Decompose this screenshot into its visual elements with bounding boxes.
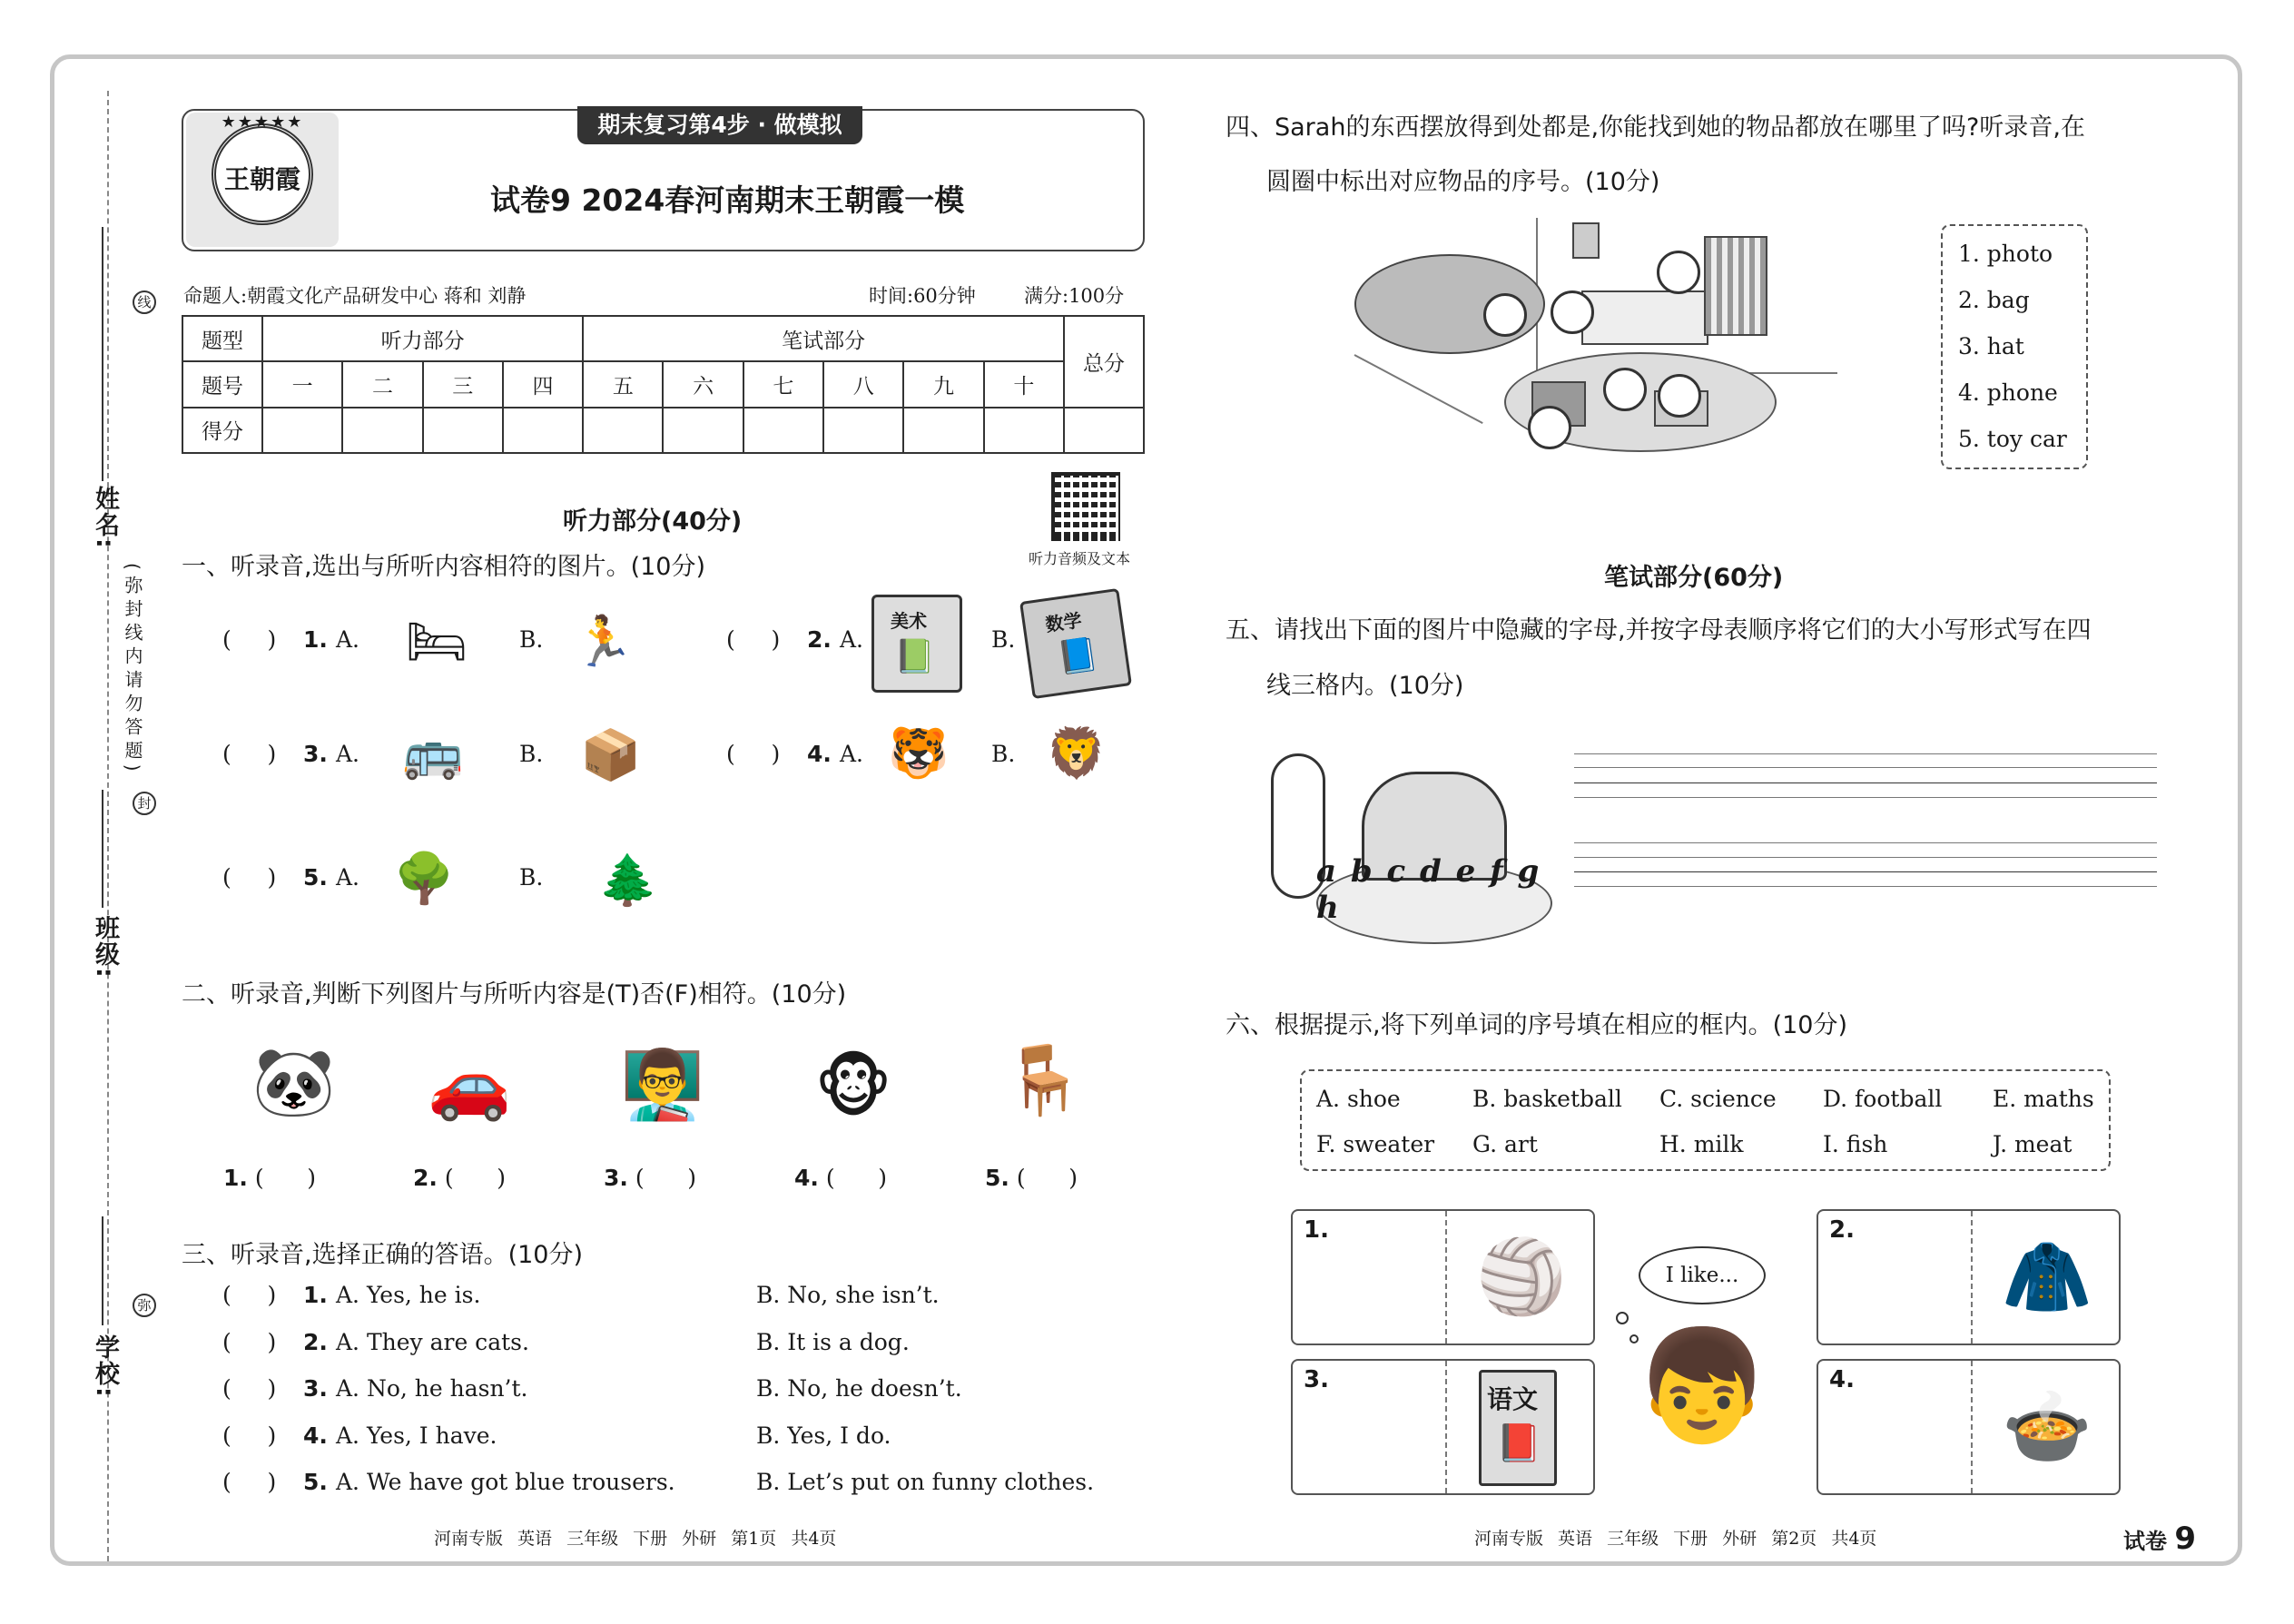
school-label: 学校: (91, 1334, 119, 1399)
bed-icon: 🛏 (405, 613, 468, 670)
score-cell[interactable] (342, 408, 422, 453)
item-number: 1. (303, 1282, 328, 1308)
s4-option: 1. photo (1958, 241, 2053, 267)
answer-paren[interactable]: ( ) (222, 1329, 277, 1355)
full-score: 满分:100分 (1024, 285, 1125, 307)
score-cell[interactable] (583, 408, 663, 453)
option-b: B. No, he doesn’t. (756, 1375, 962, 1402)
item-number: 4. (303, 1422, 328, 1449)
paper-label (2123, 1521, 2196, 1557)
card-number: 3. (1304, 1366, 1329, 1393)
tiger-icon: 🐯 (888, 724, 950, 782)
word-option: H. milk (1659, 1131, 1744, 1157)
word-option: A. shoe (1316, 1086, 1401, 1112)
answer-paren[interactable]: ( ) (726, 626, 781, 653)
option-a-label: A. (336, 741, 360, 767)
class-label: 班级: (91, 915, 119, 979)
panda-pingpong-icon: 🐼 (251, 1043, 337, 1121)
lion-icon: 🦁 (1046, 724, 1108, 782)
word-option: B. basketball (1472, 1086, 1622, 1112)
monkey-icon: 🐵 (814, 1048, 892, 1127)
food-bowl-icon: 🍲 (2002, 1384, 2092, 1469)
seal-circle-seal: 封 (133, 792, 156, 815)
answer-card-3[interactable] (1291, 1359, 1595, 1495)
item-number: 2. (807, 626, 832, 653)
option-a-label: A. (840, 626, 864, 653)
option-b-label: B. (519, 626, 544, 653)
answer-paren[interactable]: ( ) (222, 1375, 277, 1402)
answer-paren[interactable]: ( ) (222, 864, 277, 891)
bus-icon: 🚌 (402, 724, 464, 782)
tf-item[interactable]: 5. ( ) (985, 1165, 1078, 1191)
item-number: 1. (223, 1165, 248, 1191)
num-cell: 三 (423, 361, 503, 407)
step-banner: 期末复习第4步 · 做模拟 (577, 106, 862, 144)
seal-warning: (弥封线内请勿答题) (122, 563, 143, 777)
s5-title-line1: 五、请找出下面的图片中隐藏的字母,并按字母表顺序将它们的大小写形式写在四 (1226, 616, 2092, 645)
num-cell: 六 (663, 361, 743, 407)
s4-option: 4. phone (1958, 379, 2058, 406)
answer-card-4[interactable] (1816, 1359, 2121, 1495)
answer-circle[interactable] (1528, 406, 1571, 449)
num-cell: 七 (743, 361, 823, 407)
score-cell[interactable] (663, 408, 743, 453)
score-cell[interactable] (503, 408, 583, 453)
s6-title: 六、根据提示,将下列单词的序号填在相应的框内。(10分) (1226, 1011, 1848, 1039)
option-b-label: B. (519, 741, 544, 767)
word-option: G. art (1472, 1131, 1538, 1157)
answer-circle[interactable] (1603, 368, 1647, 411)
s4-option: 5. toy car (1958, 426, 2067, 452)
answer-circle[interactable] (1483, 293, 1527, 337)
total-header: 总分 (1064, 316, 1144, 408)
item-number: 5. (303, 1469, 328, 1495)
score-cell[interactable] (1064, 408, 1144, 453)
car-icon: 🚗 (428, 1045, 512, 1124)
skipping-icon: 🏃 (573, 613, 635, 670)
item-number: 1. (303, 626, 328, 653)
answer-card-2[interactable] (1816, 1209, 2121, 1345)
class-field[interactable] (102, 790, 103, 908)
speech-bubble: I like... (1639, 1246, 1766, 1304)
num-cell: 九 (903, 361, 983, 407)
option-b: B. Let’s put on funny clothes. (756, 1469, 1095, 1495)
num-cell: 十 (984, 361, 1064, 407)
score-cell[interactable] (423, 408, 503, 453)
writing-header: 笔试部分 (583, 316, 1064, 361)
tf-item[interactable]: 3. ( ) (604, 1165, 697, 1191)
option-b: B. No, she isn’t. (756, 1282, 940, 1308)
hidden-letters-picture (1262, 717, 1552, 953)
option-a: A. We have got blue trousers. (336, 1469, 675, 1495)
option-b: B. Yes, I do. (756, 1422, 891, 1449)
score-table (182, 315, 1145, 454)
four-line-writing-area[interactable] (1574, 744, 2157, 899)
item-number: 2. (303, 1329, 328, 1355)
answer-paren[interactable]: ( ) (726, 741, 781, 767)
option-b-label: B. (991, 626, 1016, 653)
s4-option: 2. bag (1958, 287, 2030, 313)
score-cell[interactable] (823, 408, 903, 453)
chair-hat-icon: 🪑 (1001, 1040, 1087, 1119)
card-number: 1. (1304, 1216, 1329, 1244)
time-limit: 时间:60分钟 (869, 285, 976, 307)
card-number: 4. (1829, 1366, 1855, 1393)
maths-book-glyph: 📘 (1055, 635, 1101, 678)
teacher-class-icon: 👨‍🏫 (620, 1045, 705, 1124)
type-label: 题型 (182, 316, 262, 361)
word-option: I. fish (1823, 1131, 1888, 1157)
qr-code[interactable] (1051, 472, 1120, 541)
option-b-label: B. (519, 864, 544, 891)
s2-title: 二、听录音,判断下列图片与所听内容是(T)否(F)相符。(10分) (182, 980, 847, 1009)
answer-circle[interactable] (1658, 374, 1701, 418)
author-line: 命题人:朝霞文化产品研发中心 蒋和 刘静 (183, 285, 527, 307)
score-cell[interactable] (743, 408, 823, 453)
item-number: 3. (604, 1165, 628, 1191)
logo-text: 王朝霞 (223, 164, 300, 194)
tf-item[interactable]: 2. ( ) (413, 1165, 507, 1191)
volleyball-icon: 🏐 (1476, 1235, 1567, 1319)
num-cell: 八 (823, 361, 903, 407)
school-field[interactable] (102, 1216, 103, 1325)
num-cell: 一 (262, 361, 342, 407)
listening-header: 听力部分 (262, 316, 583, 361)
card-number: 2. (1829, 1216, 1855, 1244)
answer-paren[interactable]: ( ) (222, 1469, 277, 1495)
s4-title-line2: 圆圈中标出对应物品的序号。(10分) (1266, 168, 1660, 196)
willow-tree-icon: 🌳 (393, 849, 456, 907)
score-cell[interactable] (262, 408, 342, 453)
maths-book-label: 数学 (1044, 608, 1084, 636)
option-a: A. Yes, I have. (336, 1422, 497, 1449)
chinese-book-glyph: 📕 (1496, 1422, 1541, 1464)
paper-number: 9 (2174, 1521, 2197, 1557)
score-cell[interactable] (984, 408, 1064, 453)
option-a: A. No, he hasn’t. (336, 1375, 528, 1402)
num-cell: 五 (583, 361, 663, 407)
art-book-glyph: 📗 (894, 638, 935, 675)
option-b: B. It is a dog. (756, 1329, 910, 1355)
art-book-icon (871, 595, 962, 693)
answer-paren[interactable]: ( ) (222, 1282, 277, 1308)
item-number: 4. (807, 741, 832, 767)
word-option: C. science (1659, 1086, 1777, 1112)
s3-title: 三、听录音,选择正确的答语。(10分) (182, 1241, 584, 1269)
word-option: J. meat (1993, 1131, 2072, 1157)
boy-icon: 👦 (1634, 1323, 1770, 1450)
name-field[interactable] (102, 227, 103, 481)
num-label: 题号 (182, 361, 262, 407)
name-label: 姓名: (91, 486, 119, 550)
item-number: 3. (303, 741, 328, 767)
word-option: F. sweater (1316, 1131, 1435, 1157)
item-number: 2. (413, 1165, 438, 1191)
answer-paren[interactable]: ( ) (222, 1422, 277, 1449)
maths-book-icon (1019, 588, 1132, 699)
option-a-label: A. (336, 864, 360, 891)
seal-circle-close: 弥 (133, 1294, 156, 1317)
footer-right: 河南专版 英语 三年级 下册 外研 第2页 共4页 (1474, 1529, 1877, 1549)
item-number: 5. (303, 864, 328, 891)
answer-card-1[interactable] (1291, 1209, 1595, 1345)
winter-tree-icon: 🌲 (597, 851, 659, 909)
writing-title: 笔试部分(60分) (1604, 564, 1784, 592)
bedroom-scene (1354, 218, 1836, 472)
paper-label-text: 试卷 (2123, 1529, 2167, 1554)
s1-title: 一、听录音,选出与所听内容相符的图片。(10分) (182, 553, 706, 581)
listening-title: 听力部分(40分) (563, 507, 743, 536)
num-cell: 二 (342, 361, 422, 407)
box-icon: 📦 (580, 725, 642, 783)
option-a-label: A. (336, 626, 360, 653)
answer-circle[interactable] (1657, 251, 1700, 294)
option-a: A. Yes, he is. (336, 1282, 481, 1308)
art-book-label: 美术 (891, 610, 927, 632)
item-number: 4. (794, 1165, 819, 1191)
answer-paren[interactable]: ( ) (222, 626, 277, 653)
footer-left: 河南专版 英语 三年级 下册 外研 第1页 共4页 (434, 1529, 837, 1549)
chinese-book-icon (1479, 1370, 1557, 1486)
score-label: 得分 (182, 408, 262, 453)
s4-option: 3. hat (1958, 333, 2024, 359)
chinese-book-label: 语文 (1487, 1384, 1539, 1414)
word-option: E. maths (1993, 1086, 2094, 1112)
exam-title: 试卷9 2024春河南期末王朝霞一模 (490, 182, 965, 218)
option-b-label: B. (991, 741, 1016, 767)
item-number: 3. (303, 1375, 328, 1402)
option-a: A. They are cats. (336, 1329, 529, 1355)
tf-item[interactable]: 4. ( ) (794, 1165, 888, 1191)
answer-circle[interactable] (1551, 290, 1594, 334)
qr-caption: 听力音频及文本 (1029, 550, 1131, 567)
num-cell: 四 (503, 361, 583, 407)
s4-title-line1: 四、Sarah的东西摆放得到处都是,你能找到她的物品都放在哪里了吗?听录音,在 (1226, 113, 2085, 142)
answer-paren[interactable]: ( ) (222, 741, 277, 767)
sweater-icon: 🧥 (2002, 1235, 2092, 1319)
s5-title-line2: 线三格内。(10分) (1266, 672, 1464, 700)
word-option: D. football (1823, 1086, 1943, 1112)
publisher-logo: ★★★★★ 王朝霞 (186, 113, 339, 247)
hidden-letters: a b c d e f g h (1316, 853, 1541, 926)
item-number: 5. (985, 1165, 1009, 1191)
tf-item[interactable]: 1. ( ) (223, 1165, 317, 1191)
option-a-label: A. (840, 741, 864, 767)
seal-circle-line: 线 (133, 290, 156, 314)
score-cell[interactable] (903, 408, 983, 453)
